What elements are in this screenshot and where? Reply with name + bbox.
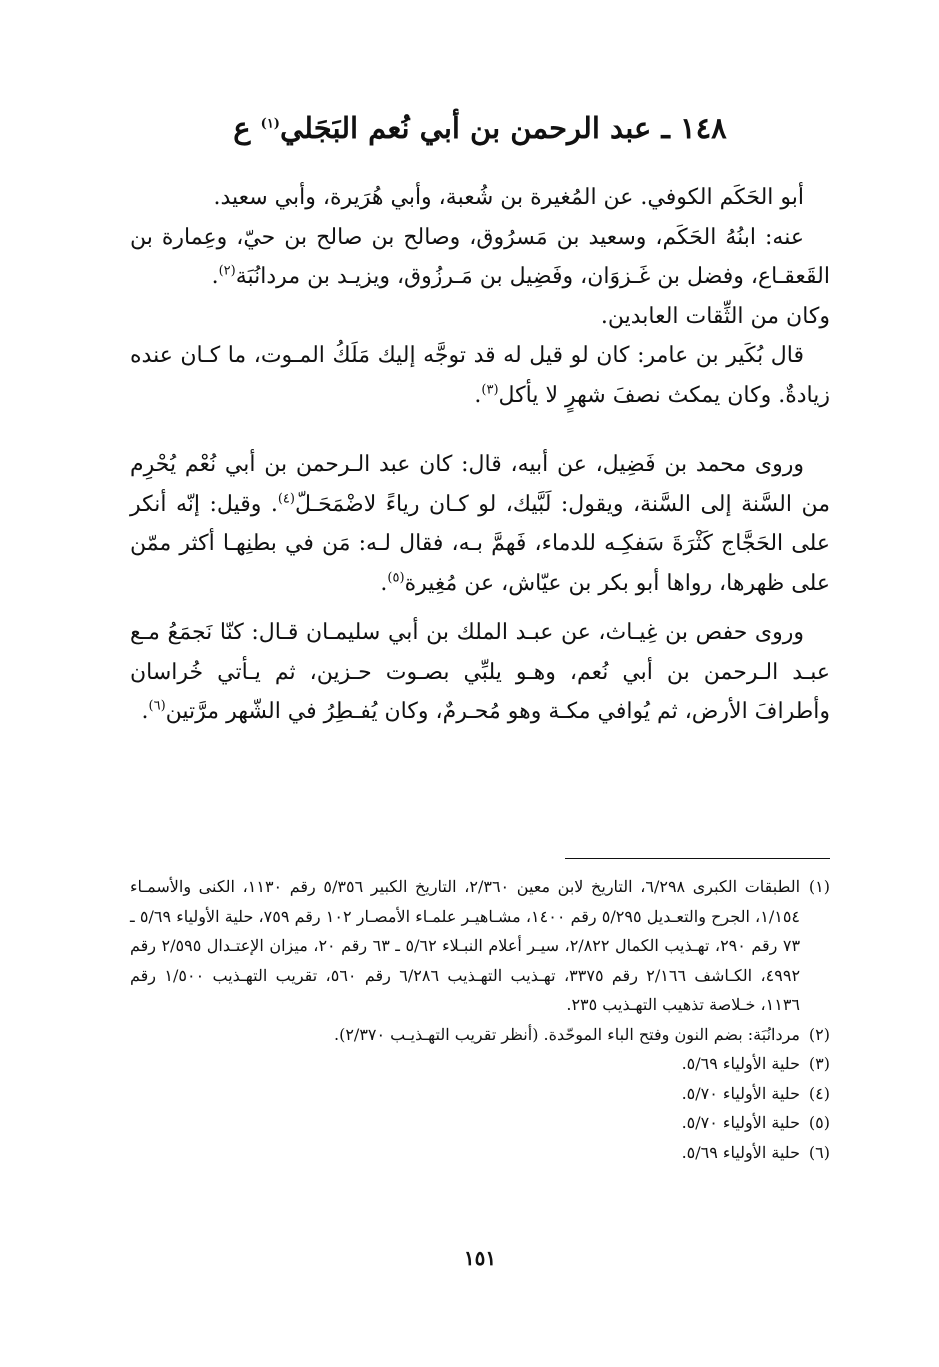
footnote: [130, 1108, 830, 1138]
paragraph-text: .: [474, 382, 482, 408]
footnote-separator: [565, 858, 830, 859]
footnote-ref: (٣): [481, 382, 499, 398]
footnote-number: (٤): [808, 1083, 830, 1103]
footnotes: [130, 872, 830, 1167]
footnote-text: حلية الأولياء ٥/٦٩.: [681, 1054, 800, 1073]
page-number: ١٥١: [463, 1246, 497, 1270]
footnote-text: حلية الأولياء ٥/٧٠.: [681, 1083, 800, 1103]
footnote-ref: (١): [260, 116, 280, 132]
footnote: [130, 1138, 830, 1168]
footnote-number: (٥): [808, 1113, 830, 1132]
footnote: [130, 1049, 830, 1079]
paragraph: [130, 336, 830, 415]
footnote-text: حلية الأولياء ٥/٦٩.: [681, 1142, 800, 1162]
entry-title: [130, 108, 830, 148]
footnote: [130, 872, 830, 1020]
footnote-ref: (٦): [148, 698, 166, 714]
paragraph: [130, 445, 830, 603]
footnote-text: حلية الأولياء ٥/٧٠.: [681, 1113, 800, 1132]
paragraph-text: أبو الحَكَم الكوفي. عن المُغيرة بن شُعبة، وأبي هُرَيرة، وأبي سعيد.: [213, 185, 804, 210]
paragraph: [130, 178, 830, 218]
paragraph-text: عنه: ابنُهُ الحَكَم، وسعيد بن مَسرُوق، وصالح بن صالح بن حيّ، وعِمارة بن القَعقـاع، وفضل بن غَـزوَان، وفَضِيل بن مَـرزُوق، ويزيـد بن مردانُبَة: [130, 224, 830, 289]
footnote: [130, 1079, 830, 1109]
footnote: [130, 1020, 830, 1050]
entry-code: ع: [233, 111, 261, 145]
footnote-number: (٢): [808, 1024, 830, 1044]
footnote-ref: (٥): [387, 570, 405, 586]
footnote-text: مردانُبَة: بضم النون وفتح الباء الموحّدة. (أنظر تقريب التهـذيـب ٢/٣٧٠).: [334, 1024, 800, 1044]
paragraph-text: وروى محمد بن فَضِيل، عن أبيه، قال: كان عبد الـرحمن بن أبي نُعْم يُحْرِم من السَّنة إلى السَّنة، ويقول: لَبَّيك، لو كـان رياءً لاضْمَحَـلّ: [130, 452, 830, 517]
paragraph-text: قال بُكَير بن عامر: كان لو قيل له قد توجَّه إليك مَلَكُ المـوت، ما كـان عنده زيادةٌ. وكان يمكث نصفَ شهرٍ لا يأكل: [130, 343, 830, 408]
paragraph: [130, 218, 830, 297]
paragraph: [130, 613, 830, 732]
footnote-number: (١): [808, 877, 830, 896]
paragraph-text: . وقيل: إنّه أنكر على الحَجَّاج كَثْرَةَ سَفكِـه للدماء، فَهمَّ بـه، فقال لـه: مَن في بطنِهـا أكثر ممّن على ظهرها، رواها أبو بكر بن عيّاش، عن مُغِيرة: [130, 491, 830, 596]
paragraph-text: وروى حفص بن غِيـاث، عن عبـد الملك بن أبي سليمـان قـال: كنّا نَجمَعُ مـع عبـد الـرحمن بن أبي نُعم، وهـو يلبِّي بصـوت حـزين، ثم يـأتي خُراسان وأطرافَ الأرض، ثم يُوافي مكـة وهو مُحـرمٌ، وكان يُفـطِرُ في الشّهر مرَّتين: [130, 620, 830, 724]
footnote-text: الطبقات الكبرى ٦/٢٩٨، التاريخ لابن معين ٢/٣٦٠، التاريخ الكبير ٥/٣٥٦ رقم ١١٣٠، الكنى والأسمـاء ١/١٥٤، الجرح والتعـديل ٥/٢٩٥ رقم ١٤٠٠، مشـاهيـر علمـاء الأمصـار ١٠٢ رقم ٧٥٩، حلية الأولياء ٥/٦٩ ـ ٧٣ رقم ٢٩٠، تهـذيب الكمال ٢/٨٢٢، سيـر أعلام النبـلاء ٥/٦٢ ـ ٦٣ رقم ٢٠، ميزان الإعتـدال ٢/٥٩٥ رقم ٤٩٩٢، الكـاشف ٢/١٦٦ رقم ٣٣٧٥، تهـذيب التهـذيب ٦/٢٨٦ رقم ٥٦٠، تقريب التهـذيب ١/٥٠٠ رقم ١١٣٦، خـلاصة تذهيب التهـذيب ٢٣٥.: [130, 877, 801, 1014]
paragraph-text: .: [211, 264, 219, 289]
book-page: [130, 0, 830, 1367]
paragraph-text: .: [380, 570, 388, 596]
footnote-ref: (٤): [277, 491, 295, 507]
footnote-number: (٦): [808, 1142, 830, 1162]
entry-title-text: ١٤٨ ـ عبد الرحمن بن أبي نُعم البَجَلي: [279, 111, 727, 145]
paragraph: [130, 297, 830, 337]
footnote-number: (٣): [808, 1054, 830, 1073]
footnote-ref: (٢): [218, 263, 236, 279]
entry-body: [130, 178, 830, 732]
paragraph-text: وكان من الثِّقات العابدين.: [600, 303, 830, 329]
paragraph-text: .: [141, 699, 149, 724]
